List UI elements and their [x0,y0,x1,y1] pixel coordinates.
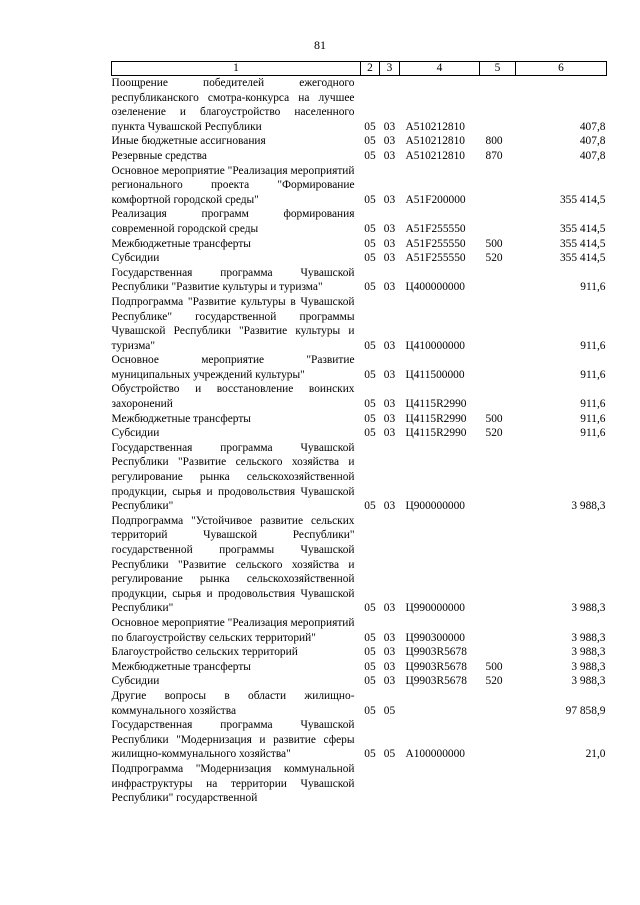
row-name: Межбюджетные трансферты [111,412,251,425]
row-name: Государственная программа Чувашской Республики "Развитие сельского хозяйства и регулирование рынка сельскохозяйственной продукции, сырья и продовольствия Чувашской Республики" [111,441,355,513]
row-target-article: А510212810 [405,135,465,148]
row-expense-type: 500 [485,412,503,425]
row-subsection: 03 [383,646,396,659]
row-name: Субсидии [111,675,160,688]
row-amount: 407,8 [579,135,606,148]
row-section: 05 [364,704,376,717]
row-amount: 21,0 [585,748,606,761]
row-amount: 407,8 [579,149,606,162]
row-amount: 355 414,5 [559,193,606,206]
row-amount: 355 414,5 [559,222,606,235]
row-target-article: Ц410000000 [405,339,465,352]
row-amount: 407,8 [579,120,606,133]
row-subsection: 03 [383,602,396,615]
row-name: Основное мероприятие "Реализация мероприятий регионального проекта "Формирование комфортной городской среды" [111,164,355,206]
row-name: Подпрограмма "Устойчивое развитие сельских территорий Чувашской Республики" государственной программы Чувашской Республики "Развитие сельского хозяйства и регулирование рынка сельскохозяйственной продукции, сырья и продовольствия Чувашской Республики" [111,514,355,615]
row-amount: 911,6 [580,281,606,294]
header-col-name: 1 [112,62,361,76]
row-section: 05 [364,339,376,352]
table-row [112,237,607,252]
row-subsection: 03 [383,281,396,294]
table-row [112,441,607,514]
row-target-article: Ц411500000 [405,368,465,381]
row-target-article: Ц9903R5678 [405,675,467,688]
row-amount: 911,6 [580,398,606,411]
header-col-target-article: 4 [400,62,480,76]
row-expense-type [480,616,516,645]
table-row [112,164,607,208]
row-target-article: Ц4115R2990 [405,427,467,440]
row-section: 05 [364,135,376,148]
row-subsection: 03 [383,339,396,352]
row-name: Межбюджетные трансферты [111,237,251,250]
row-amount: 911,6 [580,339,606,352]
table-row [112,426,607,441]
row-amount: 3 988,3 [571,660,606,673]
row-section: 05 [364,281,376,294]
table-row [112,689,607,718]
table-row [112,134,607,149]
row-section: 05 [364,631,376,644]
row-amount: 97 858,9 [565,704,606,717]
table-row [112,251,607,266]
row-expense-type [480,76,516,135]
row-target-article: Ц9903R5678 [405,646,467,659]
budget-table [111,61,607,806]
row-name: Благоустройство сельских территорий [111,646,298,659]
row-name: Резервные средства [111,149,207,162]
row-section: 05 [364,660,376,673]
row-expense-type [480,514,516,616]
row-target-article: Ц4115R2990 [405,412,467,425]
row-name: Межбюджетные трансферты [111,660,251,673]
row-section: 05 [364,427,376,440]
table-row [112,660,607,675]
row-amount: 911,6 [580,368,606,381]
row-name: Основное мероприятие "Реализация мероприятий по благоустройству сельских территорий" [111,616,355,644]
table-row [112,295,607,353]
row-target-article: Ц4115R2990 [405,398,467,411]
row-expense-type: 500 [485,660,503,673]
row-expense-type [480,645,516,660]
row-amount: 911,6 [580,427,606,440]
header-row [112,62,607,76]
row-name: Обустройство и восстановление воинских захоронений [111,383,355,411]
row-expense-type [480,762,516,806]
header-col-amount: 6 [516,62,607,76]
row-section: 05 [364,748,376,761]
row-subsection: 03 [383,149,396,162]
row-subsection [380,762,400,806]
table-row [112,266,607,295]
row-section: 05 [364,149,376,162]
row-amount: 3 988,3 [571,602,606,615]
row-amount: 3 988,3 [571,631,606,644]
table-row [112,616,607,645]
row-target-article: А51F255550 [405,252,466,265]
row-name: Субсидии [111,252,160,265]
row-name: Реализация программ формирования современной городской среды [111,208,355,235]
row-target-article: А510212810 [405,149,465,162]
table-row [112,412,607,427]
row-name: Подпрограмма "Развитие культуры в Чувашской Республике" государственной программы Чувашской Республики "Развитие культуры и туризма" [111,295,355,352]
row-subsection: 03 [383,427,396,440]
row-expense-type [480,689,516,718]
row-subsection: 03 [383,368,396,381]
row-subsection: 03 [383,222,396,235]
row-section: 05 [364,646,376,659]
row-subsection: 05 [383,748,396,761]
row-subsection: 03 [383,193,396,206]
row-subsection: 05 [383,704,396,717]
header-col-expense-type: 5 [480,62,516,76]
row-expense-type [480,295,516,353]
row-amount [516,762,607,806]
row-expense-type [480,164,516,208]
row-name: Другие вопросы в области жилищно-коммунального хозяйства [111,689,355,717]
row-amount: 355 414,5 [559,252,606,265]
row-name: Основное мероприятие "Развитие муниципальных учреждений культуры" [111,354,355,381]
row-target-article: Ц900000000 [405,500,465,513]
row-subsection: 03 [383,631,396,644]
row-target-article [400,689,480,718]
table-row [112,149,607,164]
row-subsection: 03 [383,412,396,425]
row-subsection: 03 [383,660,396,673]
row-section: 05 [364,193,376,206]
row-name: Подпрограмма "Модернизация коммунальной инфраструктуры на территории Чувашской Республики" государственной [111,762,355,805]
table-row [112,382,607,411]
row-subsection: 03 [383,500,396,513]
table-row [112,514,607,616]
row-section: 05 [364,368,376,381]
row-subsection: 03 [383,135,396,148]
row-target-article: Ц990300000 [405,631,465,644]
table-row [112,762,607,806]
row-expense-type: 520 [485,427,503,440]
table-row [112,207,607,236]
row-section: 05 [364,237,376,250]
row-section: 05 [364,222,376,235]
row-subsection: 03 [383,237,396,250]
page-number: 81 [314,38,326,52]
row-amount: 3 988,3 [571,675,606,688]
row-target-article: А51F255550 [405,222,466,235]
row-expense-type: 520 [485,252,503,265]
row-target-article: А51F200000 [405,193,466,206]
row-expense-type [480,266,516,295]
row-expense-type [480,207,516,236]
row-expense-type [480,382,516,411]
row-subsection: 03 [383,120,396,133]
row-expense-type: 800 [485,135,503,148]
table-row [112,718,607,762]
table-row [112,76,607,135]
row-name: Иные бюджетные ассигнования [111,135,266,148]
row-amount: 911,6 [580,412,606,425]
row-expense-type: 520 [485,675,503,688]
row-section: 05 [364,120,376,133]
row-expense-type [480,718,516,762]
row-name: Государственная программа Чувашской Республики "Модернизация и развитие сферы жилищно-коммунального хозяйства" [111,719,355,761]
row-name: Государственная программа Чувашской Республики "Развитие культуры и туризма" [111,266,355,294]
row-section [361,762,380,806]
row-target-article: Ц400000000 [405,281,465,294]
row-target-article: А51F255550 [405,237,466,250]
row-amount: 355 414,5 [559,237,606,250]
row-target-article: Ц990000000 [405,602,465,615]
row-section: 05 [364,398,376,411]
row-amount: 3 988,3 [571,500,606,513]
row-target-article [400,762,480,806]
row-name: Поощрение победителей ежегодного республиканского смотра-конкурса на лучшее озеленение и благоустройство населенного пункта Чувашской Республики [111,77,355,133]
row-expense-type [480,441,516,514]
row-target-article: А510212810 [405,120,465,133]
header-col-section: 2 [361,62,380,76]
table-row [112,645,607,660]
row-name: Субсидии [111,427,160,440]
row-target-article: Ц9903R5678 [405,660,467,673]
table-row [112,674,607,689]
row-section: 05 [364,602,376,615]
row-target-article: А100000000 [405,748,465,761]
row-section: 05 [364,675,376,688]
row-expense-type [480,353,516,382]
row-section: 05 [364,412,376,425]
row-subsection: 03 [383,398,396,411]
row-subsection: 03 [383,252,396,265]
row-section: 05 [364,252,376,265]
row-amount: 3 988,3 [571,646,606,659]
header-col-subsection: 3 [380,62,400,76]
row-expense-type: 870 [485,149,503,162]
row-section: 05 [364,500,376,513]
row-subsection: 03 [383,675,396,688]
table-row [112,353,607,382]
row-expense-type: 500 [485,237,503,250]
